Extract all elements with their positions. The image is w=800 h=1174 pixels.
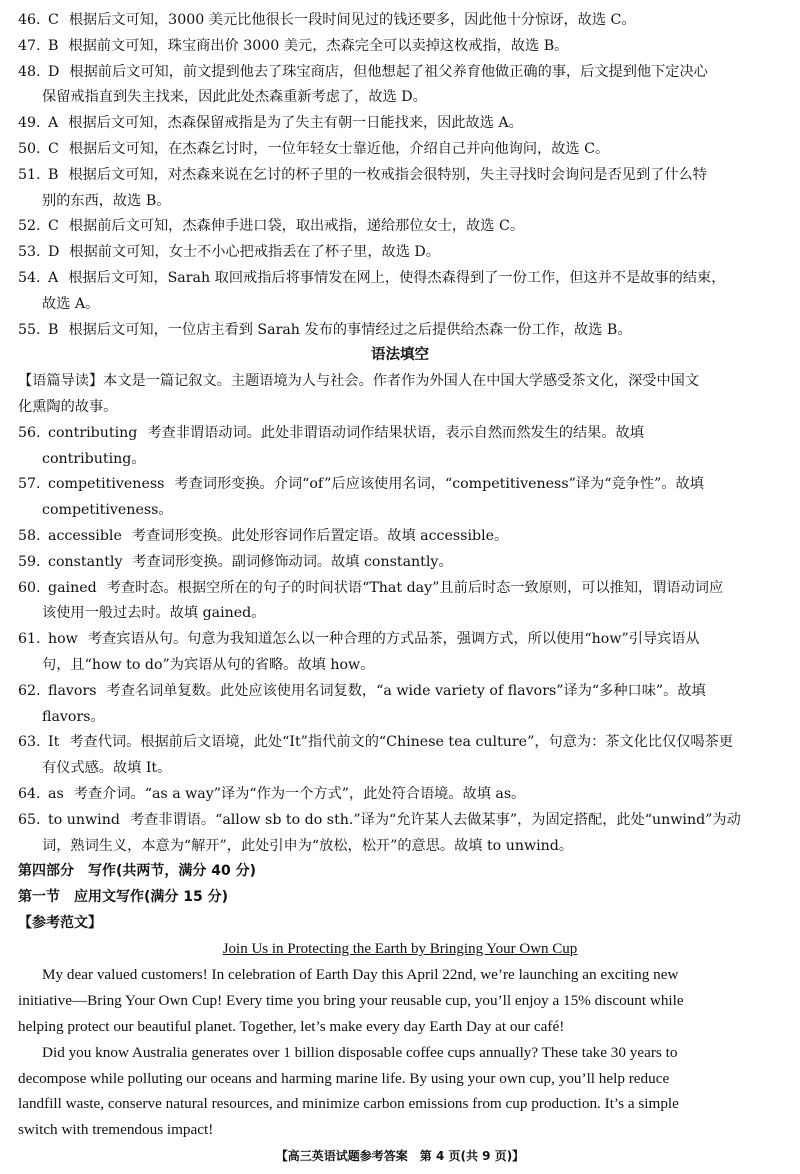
essay-paragraph-2 [18, 1040, 782, 1143]
essay-line: initiative—Bring Your Own Cup! Every time you bring your reusable cup, you’ll enjoy a 15% discount while [18, 992, 684, 1010]
grammar-line [18, 730, 782, 756]
answer-explanation: 根据后文可知，杰森保留戒指是为了失主有朝一日能找来，因此故选 A。 [68, 115, 523, 132]
grammar-line [18, 421, 782, 447]
page-footer: 【高三英语试题参考答案 第 4 页(共 9 页)】 [275, 1149, 525, 1163]
essay-title: Join Us in Protecting the Earth by Bringing Your Own Cup [222, 940, 578, 957]
grammar-line [18, 447, 782, 473]
answer-line [18, 163, 782, 189]
grammar-line [18, 705, 782, 731]
question-number: 50. [18, 140, 41, 157]
grammar-line [18, 472, 782, 498]
essay-line: switch with tremendous impact! [18, 1121, 214, 1139]
answer-explanation: 根据后文可知，Sarah 取回戒指后将事情发在网上，使得杰森得到了一份工作，但这并不是故事的结束， [68, 269, 726, 286]
answer-explanation: 保留戒指直到失主找来，因此此处杰森重新考虑了，故选 D。 [42, 89, 427, 106]
answer-line [18, 34, 782, 60]
part-four-heading: 第四部分 写作(共两节，满分 40 分) [18, 863, 257, 880]
intro-line: 化熏陶的故事。 [18, 398, 118, 415]
essay-line: My dear valued customers! In celebration of Earth Day this April 22nd, we’re launching an exciting new [42, 966, 679, 984]
answer-explanation: 根据后文可知，对杰森来说在乞讨的杯子里的一枚戒指会很特别，失主寻找时会询问是否见到了什么特 [68, 166, 707, 183]
question-number: 57. [18, 476, 41, 493]
answer-line [18, 60, 782, 86]
answer-letter: C [48, 12, 59, 28]
question-number: 65. [18, 811, 41, 828]
question-number: 51. [18, 166, 41, 183]
question-number: 55. [18, 321, 41, 338]
answer-line [18, 214, 782, 240]
answer-line [18, 266, 782, 292]
answer-line [18, 292, 782, 318]
grammar-line [18, 524, 782, 550]
grammar-line [18, 627, 782, 653]
answer-explanation: 根据前后文可知，前文提到他去了珠宝商店，但他想起了祖父养育他做正确的事，后文提到他下定决心 [69, 63, 708, 80]
answer-explanation: 根据前文可知，珠宝商出价 3000 美元，杰森完全可以卖掉这枚戒指，故选 B。 [68, 37, 569, 54]
section-one-heading: 第一节 应用文写作(满分 15 分) [18, 889, 229, 906]
answer-word: gained [48, 579, 97, 596]
answer-letter: C [48, 218, 59, 235]
grammar-line [18, 679, 782, 705]
grammar-line [18, 782, 782, 808]
question-number: 58. [18, 527, 41, 544]
question-number: 60. [18, 579, 41, 596]
answer-explanation: 别的东西，故选 B。 [42, 192, 171, 209]
question-number: 64. [18, 785, 41, 802]
answer-letter: C [48, 140, 59, 157]
question-number: 52. [18, 218, 41, 235]
answer-word: flavors [48, 682, 97, 699]
grammar-line [18, 576, 782, 602]
answer-line [18, 8, 782, 34]
grammar-line [18, 808, 782, 834]
grammar-line [18, 550, 782, 576]
grammar-explanation: 句，且“how to do”为宾语从句的省略。故填 how。 [42, 656, 375, 673]
answer-letter: D [48, 244, 60, 261]
grammar-explanation: competitiveness。 [42, 502, 173, 519]
answer-line [18, 318, 782, 344]
grammar-explanation: 考查非谓语动词。此处非谓语动词作结果状语，表示自然而然发生的结果。故填 [147, 424, 644, 441]
answer-line [18, 111, 782, 137]
answer-word: contributing [48, 424, 138, 441]
question-number: 54. [18, 269, 41, 286]
answer-explanation: 故选 A。 [42, 295, 100, 312]
answer-letter: D [48, 63, 60, 80]
essay-line: landfill waste, conserve natural resources, and minimize carbon emissions from cup production. It’s a simple [18, 1095, 679, 1113]
grammar-line [18, 756, 782, 782]
answer-line [18, 137, 782, 163]
answer-word: competitiveness [48, 476, 165, 493]
grammar-explanation: 考查介词。“as a way”译为“作为一个方式”，此处符合语境。故填 as。 [73, 785, 526, 802]
grammar-explanation: 考查时态。根据空所在的句子的时间状语“That day”且前后时态一致原则，可以推知，谓语动词应 [106, 579, 724, 596]
reading-answers [18, 8, 782, 343]
essay-line: Did you know Australia generates over 1 billion disposable coffee cups annually? These take 30 years to [42, 1043, 678, 1061]
answer-line [18, 85, 782, 111]
grammar-explanation: 有仪式感。故填 It。 [42, 760, 172, 777]
essay-paragraph-1 [18, 962, 782, 1039]
grammar-explanation: 考查词形变换。介词“of”后应该使用名词，“competitiveness”译为“竞争性”。故填 [174, 476, 704, 493]
answer-explanation: 根据前文可知，女士不小心把戒指丢在了杯子里，故选 D。 [69, 244, 440, 261]
grammar-explanation: 考查词形变换。副词修饰动词。故填 constantly。 [132, 553, 453, 570]
answer-explanation: 根据后文可知，一位店主看到 Sarah 发布的事情经过之后提供给杰森一份工作，故选 B。 [68, 321, 632, 338]
question-number: 48. [18, 63, 41, 80]
grammar-section-title: 语法填空 [371, 347, 429, 364]
answer-word: to unwind [48, 811, 120, 828]
grammar-explanation: 考查宾语从句。句意为我知道怎么以一种合理的方式品茶，强调方式，所以使用“how”引导宾语从 [87, 631, 700, 648]
grammar-line [18, 653, 782, 679]
answer-letter: B [48, 321, 59, 338]
question-number: 56. [18, 424, 41, 441]
grammar-explanation: 考查代词。根据前后文语境，此处“It”指代前文的“Chinese tea culture”，句意为：茶文化比仅仅喝茶更 [69, 734, 733, 751]
question-number: 49. [18, 115, 41, 132]
grammar-explanation: 考查名词单复数。此处应该使用名词复数，“a wide variety of flavors”译为“多种口味”。故填 [106, 682, 706, 699]
grammar-intro [18, 369, 782, 421]
answer-explanation: 根据后文可知，在杰森乞讨时，一位年轻女士靠近他，介绍自己并向他询问，故选 C。 [68, 140, 610, 157]
question-number: 46. [18, 12, 41, 28]
answer-explanation: 根据后文可知，3000 美元比他很长一段时间见过的钱还要多，因此他十分惊讶，故选 C。 [68, 12, 636, 28]
answer-line [18, 189, 782, 215]
answer-word: constantly [48, 553, 123, 570]
grammar-answers [18, 421, 782, 860]
answer-line [18, 240, 782, 266]
grammar-line [18, 498, 782, 524]
answer-explanation: 根据前后文可知，杰森伸手进口袋，取出戒指，递给那位女士，故选 C。 [68, 218, 525, 235]
essay-line: helping protect our beautiful planet. Together, let’s make every day Earth Day at our café! [18, 1018, 565, 1036]
answer-letter: A [48, 269, 59, 286]
intro-line: 【语篇导读】本文是一篇记叙文。主题语境为人与社会。作者作为外国人在中国大学感受茶文化，深受中国文 [18, 373, 700, 390]
sample-label: 【参考范文】 [18, 914, 102, 931]
grammar-explanation: contributing。 [42, 450, 146, 467]
grammar-line [18, 834, 782, 860]
question-number: 59. [18, 553, 41, 570]
question-number: 53. [18, 244, 41, 261]
essay-line: decompose while polluting our oceans and harming marine life. By using your own cup, you’ll help reduce [18, 1069, 670, 1087]
answer-letter: A [48, 115, 59, 132]
grammar-explanation: flavors。 [42, 708, 105, 725]
grammar-explanation: 词，熟词生义，本意为“解开”，此处引申为“放松，松开”的意思。故填 to unwind。 [42, 837, 574, 854]
grammar-line [18, 601, 782, 627]
question-number: 63. [18, 734, 41, 751]
answer-word: accessible [48, 527, 122, 544]
question-number: 62. [18, 682, 41, 699]
answer-word: as [48, 785, 64, 802]
question-number: 47. [18, 37, 41, 54]
grammar-explanation: 该使用一般过去时。故填 gained。 [42, 605, 266, 622]
grammar-explanation: 考查非谓语。“allow sb to do sth.”译为“允许某人去做某事”，为固定搭配，此处“unwind”为动 [129, 811, 741, 828]
question-number: 61. [18, 631, 41, 648]
grammar-explanation: 考查词形变换。此处形容词作后置定语。故填 accessible。 [131, 527, 509, 544]
answer-letter: B [48, 37, 59, 54]
answer-letter: B [48, 166, 59, 183]
answer-word: It [48, 734, 60, 751]
answer-word: how [48, 631, 78, 648]
